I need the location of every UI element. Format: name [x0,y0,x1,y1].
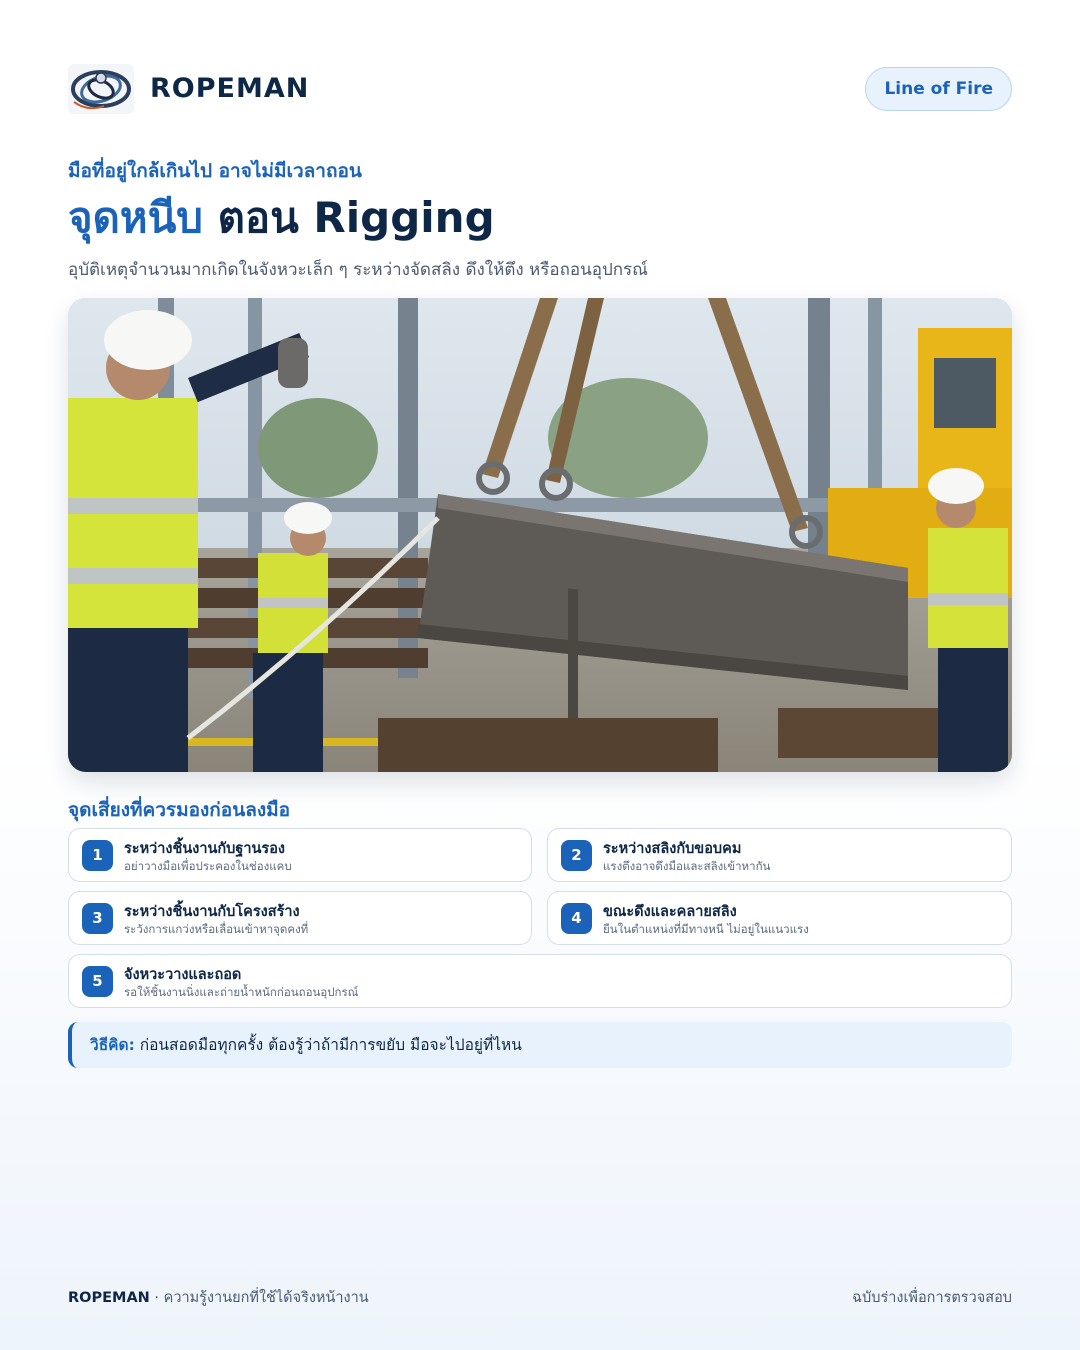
kicker-text: มือที่อยู่ใกล้เกินไป อาจไม่มีเวลาถอน [68,160,362,182]
rigging-photo [68,298,1012,772]
risk-description: ระวังการแกว่งหรือเลื่อนเข้าหาจุดคงที่ [124,922,309,936]
risk-description: ยืนในตำแหน่งที่มีทางหนี ไม่อยู่ในแนวแรง [603,922,809,936]
risk-title: ขณะดึงและคลายสลิง [603,904,737,920]
risk-title: ระหว่างชิ้นงานกับโครงสร้าง [124,904,300,920]
risk-title: ระหว่างสลิงกับขอบคม [603,841,742,857]
footer-brand: ROPEMAN [68,1290,150,1306]
risk-number: 4 [561,903,592,934]
risk-description: อย่าวางมือเพื่อประคองในช่องแคบ [124,859,292,873]
footer-tagline: · ความรู้งานยกที่ใช้ได้จริงหน้างาน [149,1290,369,1306]
risk-card-2 [547,828,1012,882]
risk-card-3 [68,891,532,945]
risk-card-5 [68,954,1012,1008]
footer [68,1286,1012,1310]
risk-card-4 [547,891,1012,945]
rope-logo-icon [68,64,134,114]
topic-badge: Line of Fire [865,67,1012,111]
title-rest: ตอน Rigging [217,193,495,242]
header [68,64,1012,116]
risk-number: 3 [82,903,113,934]
risk-title: จังหวะวางและถอด [124,967,242,983]
risk-description: รอให้ชิ้นงานนิ่งและถ่ายน้ำหนักก่อนถอนอุปกรณ์ [124,985,359,999]
page-title [68,192,495,244]
page-subtitle: อุบัติเหตุจำนวนมากเกิดในจังหวะเล็ก ๆ ระหว่างจัดสลิง ดึงให้ตึง หรือถอนอุปกรณ์ [68,260,648,280]
tip-callout [68,1022,1012,1068]
risk-number: 2 [561,840,592,871]
risk-description: แรงตึงอาจดึงมือและสลิงเข้าหากัน [603,859,771,873]
risk-number: 5 [82,966,113,997]
risk-section-title: จุดเสี่ยงที่ควรมองก่อนลงมือ [68,799,291,821]
title-accent: จุดหนีบ [68,193,203,242]
tip-label: วิธีคิด: [90,1036,135,1054]
brand-name: ROPEMAN [150,73,310,104]
risk-card-1 [68,828,532,882]
risk-number: 1 [82,840,113,871]
risk-title: ระหว่างชิ้นงานกับฐานรอง [124,841,286,857]
tip-text: ก่อนสอดมือทุกครั้ง ต้องรู้ว่าถ้ามีการขยับ มือจะไปอยู่ที่ไหน [134,1036,522,1054]
footer-status: ฉบับร่างเพื่อการตรวจสอบ [852,1290,1012,1306]
